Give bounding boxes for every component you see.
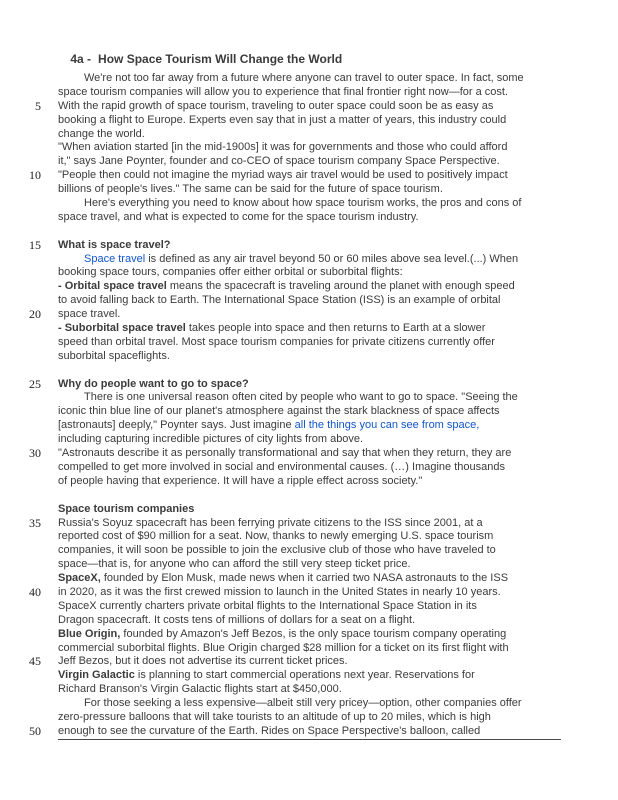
bold-text: Space tourism companies	[58, 502, 195, 515]
line-text	[41, 447, 511, 461]
body-text: companies, it will soon be possible to join the exclusive club of those who have traveled to	[58, 544, 496, 557]
line-text	[41, 614, 415, 628]
line-number	[0, 544, 41, 558]
text-line	[0, 308, 618, 322]
body-text: in 2020, as it was the first crewed mission to launch in the United States in nearly 10 years.	[58, 585, 501, 598]
bold-text: Blue Origin,	[58, 627, 121, 640]
line-number: 20	[29, 307, 41, 322]
body-text: is planning to start commercial operations next year. Reservations for	[134, 669, 475, 682]
line-text	[41, 433, 363, 447]
body-text: zero-pressure balloons that will take tourists to an altitude of up to 20 miles, which is high	[58, 710, 491, 723]
text-line	[0, 364, 618, 378]
line-number	[0, 197, 41, 211]
line-number	[0, 405, 41, 419]
line-text	[41, 655, 348, 669]
text-line	[0, 572, 618, 586]
text-line	[0, 503, 618, 517]
body-text: We're not too far away from a future where anyone can travel to outer space. In fact, some	[84, 72, 524, 84]
body-text: of people having that experience. It will have a ripple effect across society."	[58, 474, 423, 487]
body-text: "When aviation started [in the mid-1900s] it was for governments and those who could afford	[58, 141, 508, 154]
line-number: 10	[29, 168, 41, 183]
text-line	[0, 530, 618, 544]
text-line	[0, 405, 618, 419]
text-line	[0, 266, 618, 280]
line-text	[41, 141, 507, 155]
line-number	[0, 642, 41, 656]
line-text	[41, 350, 170, 364]
line-text	[41, 475, 422, 489]
line-number: 25	[29, 376, 41, 391]
body-text: space travel.	[58, 308, 121, 321]
text-line	[0, 114, 618, 128]
line-text	[41, 461, 505, 475]
bold-text: Why do people want to go to space?	[58, 377, 249, 390]
body-text: "People then could not imagine the myriad ways air travel would be used to positively impact	[58, 169, 508, 182]
text-line	[0, 725, 618, 739]
line-number: 5	[35, 98, 41, 113]
line-number	[0, 475, 41, 489]
text-line	[0, 239, 618, 253]
body-text: With the rapid growth of space tourism, traveling to outer space could soon be as easy as	[58, 99, 494, 112]
text-line	[0, 433, 618, 447]
body-text: suborbital spaceflights.	[58, 349, 170, 362]
line-text	[41, 558, 411, 572]
line-text	[41, 725, 480, 739]
text-line	[0, 697, 618, 711]
line-number	[0, 266, 41, 280]
line-text	[41, 322, 485, 336]
line-text	[41, 266, 403, 280]
line-text	[41, 544, 496, 558]
line-number	[0, 128, 41, 142]
body-text: speed than orbital travel. Most space tourism companies for private citizens currently offer	[58, 335, 495, 348]
end-of-excerpt-rule	[58, 739, 561, 740]
line-number	[0, 155, 41, 169]
body-text: means the spacecraft is traveling around the planet with enough speed	[166, 280, 515, 293]
body-text: SpaceX currently charters private orbital flights to the International Space Station in its	[58, 599, 477, 612]
hyperlink[interactable]: Space travel	[84, 252, 146, 265]
line-number: 45	[29, 654, 41, 669]
line-text	[41, 169, 508, 183]
text-line	[0, 419, 618, 433]
text-line	[0, 253, 618, 267]
text-line	[0, 197, 618, 211]
hyperlink[interactable]: all the things you can see from space,	[294, 419, 480, 432]
line-number	[0, 419, 41, 433]
body-text: iconic thin blue line of our planet's atmosphere against the stark blackness of space affects	[58, 405, 500, 418]
bold-text: - Suborbital space travel	[58, 322, 186, 335]
line-number	[0, 294, 41, 308]
body-text: For those seeking a less expensive—albeit still very pricey—option, other companies offer	[84, 697, 522, 710]
line-number	[0, 461, 41, 475]
text-line	[0, 655, 618, 669]
text-line	[0, 669, 618, 683]
text-line	[0, 683, 618, 697]
line-text	[41, 600, 477, 614]
text-line	[0, 489, 618, 503]
text-line	[0, 586, 618, 600]
line-number: 50	[29, 723, 41, 738]
line-text	[41, 253, 518, 267]
line-text	[41, 530, 493, 544]
line-number	[0, 225, 41, 239]
line-number	[0, 489, 41, 503]
text-line	[0, 280, 618, 294]
body-text: to avoid falling back to Earth. The International Space Station (ISS) is an example of orbital	[58, 294, 501, 307]
bold-text: SpaceX,	[58, 572, 101, 585]
line-number: 40	[29, 584, 41, 599]
body-text: reported cost of $90 million for a seat. Now, thanks to newly emerging U.S. space tourism	[58, 530, 494, 543]
line-text	[41, 211, 419, 225]
line-text	[41, 86, 508, 100]
body-text: space tourism companies will allow you to experience that final frontier right now—for a cost.	[58, 85, 508, 98]
text-line	[0, 378, 618, 392]
line-text	[41, 711, 491, 725]
line-text	[41, 155, 500, 169]
text-line	[0, 336, 618, 350]
text-line	[0, 558, 618, 572]
bold-text: - Orbital space travel	[58, 280, 167, 293]
body-text: [astronauts] deeply," Poynter says. Just imagine	[58, 419, 295, 432]
line-number	[0, 253, 41, 267]
line-text	[41, 697, 522, 711]
line-number	[0, 711, 41, 725]
text-line	[0, 544, 618, 558]
line-number	[0, 503, 41, 517]
line-text	[41, 586, 501, 600]
text-line	[0, 225, 618, 239]
body-text: enough to see the curvature of the Earth. Rides on Space Perspective's balloon, called	[58, 724, 481, 737]
body-text: There is one universal reason often cited by people who want to go to space. "Seeing the	[84, 391, 518, 404]
bold-text: Virgin Galactic	[58, 669, 135, 682]
body-text: Jeff Bezos, but it does not advertise its current ticket prices.	[58, 655, 348, 668]
text-line	[0, 711, 618, 725]
text-line	[0, 155, 618, 169]
line-number	[0, 86, 41, 100]
line-number	[0, 683, 41, 697]
text-line	[0, 86, 618, 100]
line-text	[41, 225, 58, 239]
text-line	[0, 475, 618, 489]
line-text	[41, 197, 521, 211]
line-number	[0, 114, 41, 128]
passage-body	[0, 72, 618, 740]
body-text: commercial suborbital flights. Blue Origin charged $28 million for a ticket on its first flight with	[58, 641, 509, 654]
line-text	[41, 503, 194, 517]
line-text	[41, 128, 145, 142]
line-text	[41, 628, 506, 642]
body-text: takes people into space and then returns to Earth at a slower	[185, 322, 486, 335]
text-line	[0, 211, 618, 225]
line-text	[41, 572, 508, 586]
line-text	[41, 642, 509, 656]
line-number	[0, 433, 41, 447]
line-number	[0, 280, 41, 294]
line-number	[0, 600, 41, 614]
line-text	[41, 72, 524, 86]
line-number: 35	[29, 515, 41, 530]
body-text: billions of people's lives." The same can be said for the future of space tourism.	[58, 183, 443, 196]
text-line	[0, 322, 618, 336]
text-line	[0, 447, 618, 461]
body-text: Russia's Soyuz spacecraft has been ferrying private citizens to the ISS since 2001, at a	[58, 516, 483, 529]
body-text: change the world.	[58, 127, 145, 140]
text-line	[0, 517, 618, 531]
body-text: including capturing incredible pictures of city lights from above.	[58, 433, 364, 446]
body-text: booking space tours, companies offer either orbital or suborbital flights:	[58, 266, 403, 279]
line-number	[0, 530, 41, 544]
line-text	[41, 114, 506, 128]
line-text	[41, 391, 518, 405]
line-text	[41, 280, 515, 294]
line-text	[41, 517, 483, 531]
body-text: Richard Branson's Virgin Galactic flights start at $450,000.	[58, 683, 342, 696]
body-text: space—that is, for anyone who can afford the still very steep ticket price.	[58, 558, 411, 571]
line-number	[0, 614, 41, 628]
line-text	[41, 239, 171, 253]
line-number	[0, 697, 41, 711]
line-text	[41, 419, 479, 433]
text-line	[0, 391, 618, 405]
body-text: compelled to get more involved in social and environmental causes. (…) Imagine thousands	[58, 460, 505, 473]
line-number	[0, 669, 41, 683]
body-text: booking a flight to Europe. Experts even say that in just a matter of years, this industry could	[58, 113, 507, 126]
text-line	[0, 461, 618, 475]
line-number	[0, 72, 41, 86]
line-number	[0, 364, 41, 378]
line-text	[41, 100, 493, 114]
text-line	[0, 600, 618, 614]
line-text	[41, 308, 120, 322]
line-number	[0, 558, 41, 572]
body-text: "Astronauts describe it as personally transformational and say that when they return, they are	[58, 447, 512, 460]
line-text	[41, 294, 501, 308]
line-number	[0, 183, 41, 197]
body-text: it," says Jane Poynter, founder and co-CEO of space tourism company Space Perspective.	[58, 155, 500, 168]
body-text: Here's everything you need to know about how space tourism works, the pros and cons of	[84, 197, 522, 210]
line-number	[0, 211, 41, 225]
line-text	[41, 364, 58, 378]
line-text	[41, 183, 443, 197]
body-text: founded by Elon Musk, made news when it carried two NASA astronauts to the ISS	[100, 572, 509, 585]
line-text	[41, 336, 495, 350]
text-line	[0, 614, 618, 628]
exercise-number: 4a -	[70, 52, 92, 66]
line-number	[0, 391, 41, 405]
bold-text: What is space travel?	[58, 238, 171, 251]
text-line	[0, 100, 618, 114]
text-line	[0, 350, 618, 364]
title-text: How Space Tourism Will Change the World	[98, 52, 343, 66]
line-number	[0, 350, 41, 364]
body-text: Dragon spacecraft. It costs tens of millions of dollars for a seat on a flight.	[58, 613, 416, 626]
text-line	[0, 128, 618, 142]
text-line	[0, 183, 618, 197]
line-number	[0, 572, 41, 586]
text-line	[0, 294, 618, 308]
line-number	[0, 336, 41, 350]
line-text	[41, 378, 249, 392]
line-text	[41, 669, 475, 683]
line-number	[0, 322, 41, 336]
text-line	[0, 169, 618, 183]
line-text	[41, 405, 500, 419]
body-text: is defined as any air travel beyond 50 or 60 miles above sea level.(...) When	[145, 252, 519, 265]
line-text	[41, 489, 58, 503]
line-number: 30	[29, 446, 41, 461]
text-line	[0, 642, 618, 656]
body-text: founded by Amazon's Jeff Bezos, is the only space tourism company operating	[120, 627, 507, 640]
line-number	[0, 628, 41, 642]
text-line	[0, 628, 618, 642]
body-text: space travel, and what is expected to come for the space tourism industry.	[58, 210, 419, 223]
line-text	[41, 683, 342, 697]
line-number	[0, 141, 41, 155]
text-line	[0, 141, 618, 155]
text-line	[0, 72, 618, 86]
line-number: 15	[29, 237, 41, 252]
